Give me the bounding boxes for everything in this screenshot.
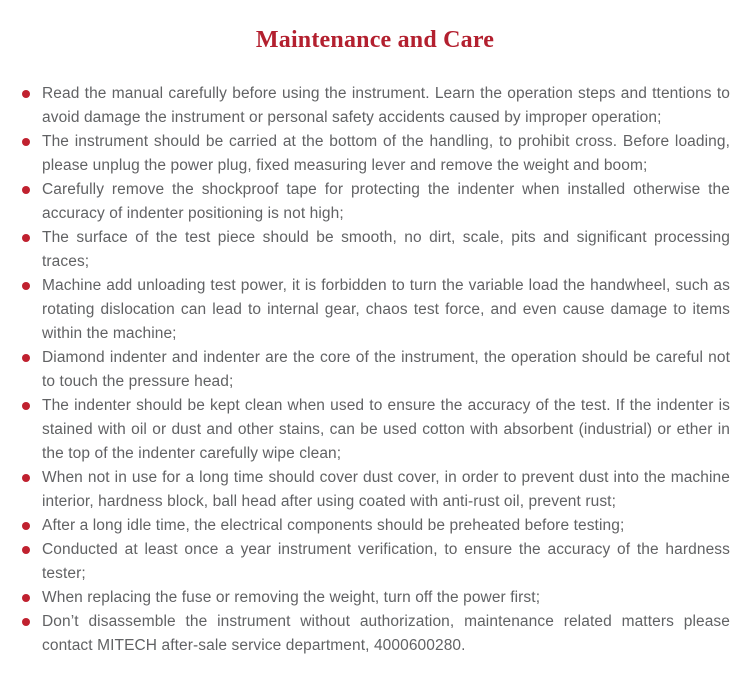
bullet-icon bbox=[22, 138, 30, 146]
page-title: Maintenance and Care bbox=[255, 27, 495, 53]
list-item-text: The surface of the test piece should be smooth, no dirt, scale, pits and significant processing traces; bbox=[42, 229, 730, 270]
list-item bbox=[22, 586, 730, 610]
list-item-text: The instrument should be carried at the bottom of the handling, to prohibit cross. Before loading, please unplug the power plug, fixed measuring lever and remove the weight and boom; bbox=[42, 133, 730, 174]
list-item-text: Don’t disassemble the instrument without authorization, maintenance related matters please contact MITECH after-sale service department, 4000600280. bbox=[42, 613, 730, 654]
bullet-icon bbox=[22, 546, 30, 554]
list-item-text: After a long idle time, the electrical components should be preheated before testing; bbox=[42, 517, 625, 534]
list-item-text: Diamond indenter and indenter are the core of the instrument, the operation should be careful not to touch the pressure head; bbox=[42, 349, 730, 390]
bullet-icon bbox=[22, 90, 30, 98]
list-item bbox=[22, 538, 730, 586]
list-item bbox=[22, 394, 730, 466]
list-item bbox=[22, 514, 730, 538]
list-item bbox=[22, 274, 730, 346]
bullet-icon bbox=[22, 618, 30, 626]
bullet-icon bbox=[22, 402, 30, 410]
list-item bbox=[22, 178, 730, 226]
list-item-text: Machine add unloading test power, it is forbidden to turn the variable load the handwheel, such as rotating dislocation can lead to internal gear, chaos test force, and even cause damage to items within the machine; bbox=[42, 277, 730, 342]
maintenance-bullet-list bbox=[0, 82, 750, 658]
list-item bbox=[22, 610, 730, 658]
list-item-text: Conducted at least once a year instrument verification, to ensure the accuracy of the hardness tester; bbox=[42, 541, 730, 582]
list-item-text: Read the manual carefully before using the instrument. Learn the operation steps and ttentions to avoid damage the instrument or personal safety accidents caused by improper operation; bbox=[42, 85, 730, 126]
list-item bbox=[22, 130, 730, 178]
list-item bbox=[22, 226, 730, 274]
list-item-text: Carefully remove the shockproof tape for protecting the indenter when installed otherwise the accuracy of indenter positioning is not high; bbox=[42, 181, 730, 222]
bullet-icon bbox=[22, 474, 30, 482]
bullet-icon bbox=[22, 186, 30, 194]
bullet-icon bbox=[22, 354, 30, 362]
list-item bbox=[22, 466, 730, 514]
list-item-text: When not in use for a long time should cover dust cover, in order to prevent dust into the machine interior, hardness block, ball head after using coated with anti-rust oil, prevent rust; bbox=[42, 469, 730, 510]
bullet-icon bbox=[22, 522, 30, 530]
bullet-icon bbox=[22, 234, 30, 242]
list-item-text: The indenter should be kept clean when used to ensure the accuracy of the test. If the indenter is stained with oil or dust and other stains, can be used cotton with absorbent (industrial) or ether in the top of the indenter carefully wipe clean; bbox=[42, 397, 730, 462]
list-item-text: When replacing the fuse or removing the weight, turn off the power first; bbox=[42, 589, 541, 606]
list-item bbox=[22, 82, 730, 130]
bullet-icon bbox=[22, 282, 30, 290]
list-item bbox=[22, 346, 730, 394]
bullet-icon bbox=[22, 594, 30, 602]
